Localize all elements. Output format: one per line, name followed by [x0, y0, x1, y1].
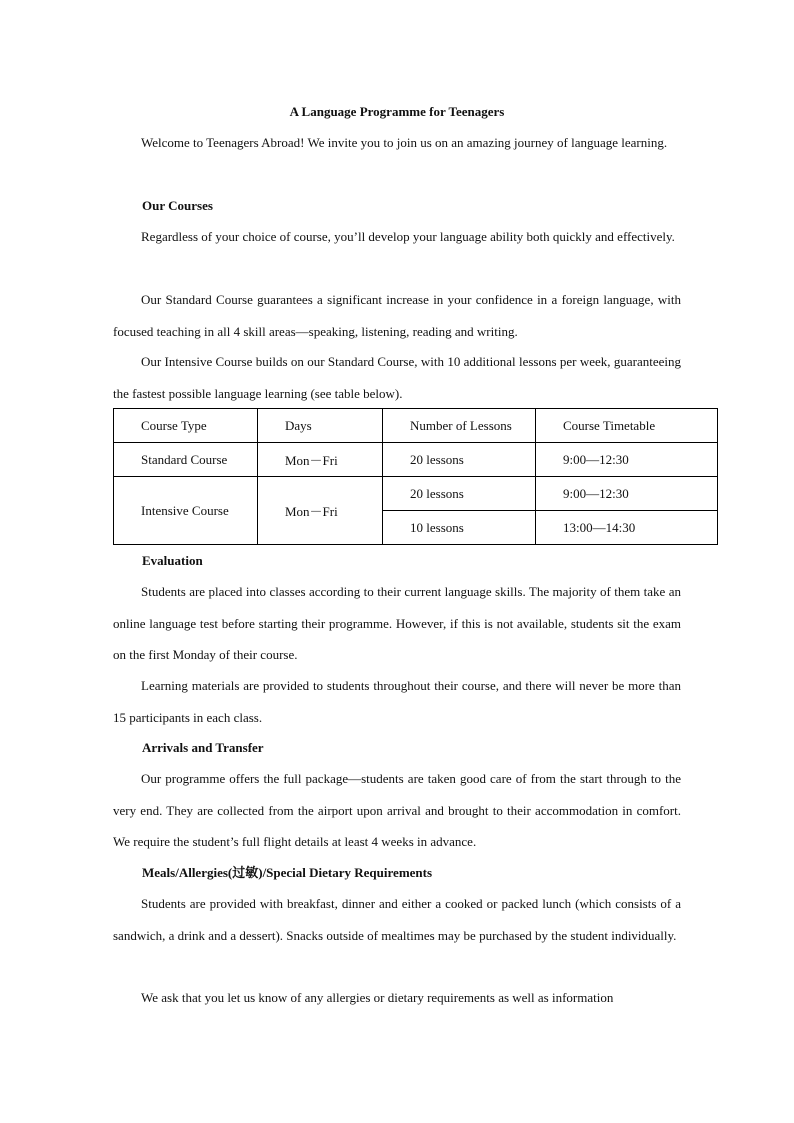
header-number-of-lessons: Number of Lessons [383, 409, 536, 443]
header-course-type: Course Type [114, 409, 258, 443]
cell-lessons: 20 lessons [383, 443, 536, 477]
arrivals-paragraph-1: Our programme offers the full package—students are taken good care of from the start through to the very end. They are collected from the airport upon arrival and brought to their accommodation in comfort. We require the student’s full flight details at least 4 weeks in advance. [113, 771, 681, 849]
evaluation-paragraph-2: Learning materials are provided to students throughout their course, and there will never be more than 15 participants in each class. [113, 678, 681, 725]
courses-paragraph-2: Our Standard Course guarantees a significant increase in your confidence in a foreign language, with focused teaching in all 4 skill areas—speaking, listening, reading and writing. [113, 292, 681, 339]
heading-evaluation: Evaluation [142, 553, 203, 568]
meals-paragraph-1: Students are provided with breakfast, dinner and either a cooked or packed lunch (which consists of a sandwich, a drink and a dessert). Snacks outside of mealtimes may be purchased by the student individually. [113, 896, 681, 943]
cell-timetable: 9:00—12:30 [536, 443, 718, 477]
document-title: A Language Programme for Teenagers [289, 104, 505, 119]
cell-timetable: 9:00—12:30 [536, 477, 718, 511]
table-row [114, 443, 718, 477]
cell-days: Mon－Fri [258, 477, 383, 545]
table-header-row [114, 409, 718, 443]
heading-our-courses: Our Courses [142, 198, 213, 213]
cell-course-type: Standard Course [114, 443, 258, 477]
evaluation-paragraph-1: Students are placed into classes according to their current language skills. The majority of them take an online language test before starting their programme. However, if this is not available, students sit the exam on the first Monday of their course. [113, 584, 681, 662]
courses-paragraph-1: Regardless of your choice of course, you’ll develop your language ability both quickly and effectively. [141, 229, 675, 244]
heading-meals-allergies: Meals/Allergies(过敏)/Special Dietary Requirements [142, 865, 433, 880]
course-table [113, 408, 718, 545]
heading-arrivals-transfer: Arrivals and Transfer [142, 740, 264, 755]
cell-lessons: 10 lessons [383, 511, 536, 545]
cell-course-type: Intensive Course [114, 477, 258, 545]
header-course-timetable: Course Timetable [536, 409, 718, 443]
cell-lessons: 20 lessons [383, 477, 536, 511]
table-row [114, 477, 718, 511]
meals-paragraph-2: We ask that you let us know of any allergies or dietary requirements as well as information [141, 990, 614, 1005]
cell-timetable: 13:00—14:30 [536, 511, 718, 545]
courses-paragraph-3: Our Intensive Course builds on our Standard Course, with 10 additional lessons per week, guaranteeing the fastest possible language learning (see table below). [113, 354, 681, 401]
cell-days: Mon－Fri [258, 443, 383, 477]
intro-paragraph: Welcome to Teenagers Abroad! We invite you to join us on an amazing journey of language learning. [141, 135, 668, 150]
header-days: Days [258, 409, 383, 443]
